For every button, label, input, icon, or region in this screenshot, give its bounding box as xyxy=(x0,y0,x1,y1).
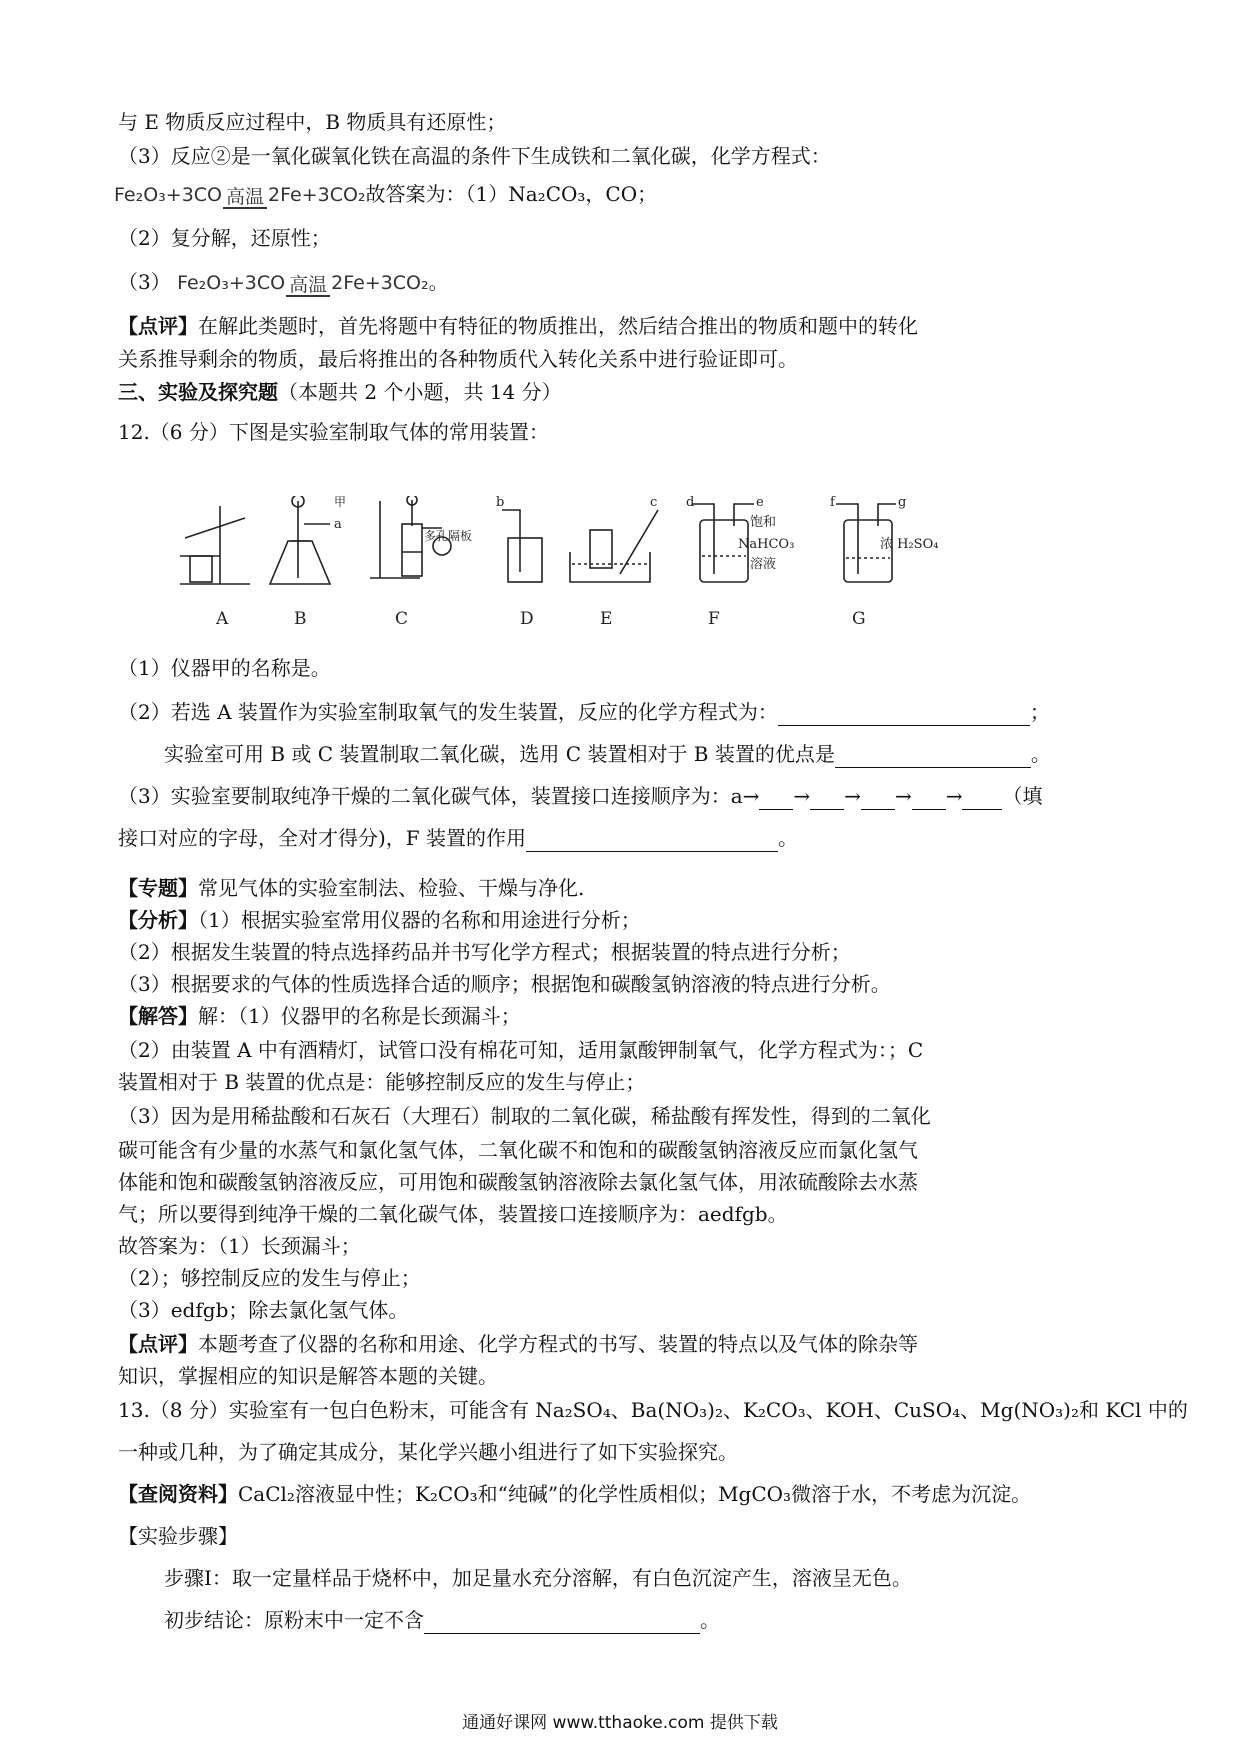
figure-note: 多孔隔板 xyxy=(424,529,473,543)
apparatus-label: B xyxy=(294,609,307,629)
port-label: e xyxy=(756,496,764,510)
apparatus-e xyxy=(570,510,658,582)
text-line: （2）根据发生装置的特点选择药品并书写化学方程式；根据装置的特点进行分析； xyxy=(118,940,851,964)
port-label: b xyxy=(496,496,505,510)
text-line: 步骤Ⅰ：取一定量样品于烧杯中，加足量水充分溶解，有白色沉淀产生，溶液呈无色。 xyxy=(164,1566,912,1590)
port-label: 甲 xyxy=(334,496,347,509)
answer-blank[interactable] xyxy=(778,703,1030,726)
text-line: （3） Fe₂O₃+3CO 高温 2Fe+3CO₂ 。 xyxy=(118,270,449,296)
question-line: 接口对应的字母，全对才得分)，F 装置的作用 。 xyxy=(118,826,799,850)
answer-blank[interactable] xyxy=(759,787,793,810)
text-line: （2）复分解，还原性； xyxy=(118,226,331,250)
question-line: 实验室可用 B 或 C 装置制取二氧化碳，选用 C 装置相对于 B 装置的优点是 。 xyxy=(164,742,1051,766)
text-line: 【实验步骤】 xyxy=(118,1524,238,1548)
question-line: （2）若选 A 装置作为实验室制取氧气的发生装置，反应的化学方程式为： ； xyxy=(118,700,1050,724)
answer-blank[interactable] xyxy=(962,787,1002,810)
text-line: 故答案为：（1）长颈漏斗； xyxy=(118,1234,361,1258)
port-label: f xyxy=(830,496,835,510)
text-line: 【查阅资料】CaCl₂溶液显中性；K₂CO₃和“纯碱”的化学性质相似；MgCO₃微溶于水，不考虑为沉淀。 xyxy=(118,1482,1032,1506)
port-label: a xyxy=(334,517,342,532)
text-line: Fe₂O₃+3CO 高温 2Fe+3CO₂ 故答案为：（1）Na₂CO₃，CO； xyxy=(114,182,658,208)
text-line: 与 E 物质反应过程中，B 物质具有还原性； xyxy=(118,110,507,134)
question-line: （3）实验室要制取纯净干燥的二氧化碳气体，装置接口连接顺序为：a→ → → → → （填 xyxy=(118,784,1043,808)
port-label: g xyxy=(898,496,907,510)
apparatus-label: D xyxy=(520,609,534,629)
text-line: 气；所以要得到纯净干燥的二氧化碳气体，装置接口连接顺序为：aedfgb。 xyxy=(118,1202,788,1226)
text-line: 关系推导剩余的物质，最后将推出的各种物质代入转化关系中进行验证即可。 xyxy=(118,347,798,371)
text-line: （3）根据要求的气体的性质选择合适的顺序；根据饱和碳酸氢钠溶液的特点进行分析。 xyxy=(118,972,891,996)
chemical-equation: Fe₂O₃+3CO 高温 2Fe+3CO₂ xyxy=(177,272,429,296)
apparatus-d xyxy=(502,510,542,582)
answer-blank[interactable] xyxy=(424,1611,700,1634)
apparatus-label: E xyxy=(600,609,613,629)
question-title: 13.（8 分）实验室有一包白色粉末，可能含有 Na₂SO₄、Ba(NO₃)₂、K₂CO₃、KOH、CuSO₄、Mg(NO₃)₂和 KCl 中的 xyxy=(118,1398,1188,1422)
question-line: （1）仪器甲的名称是。 xyxy=(118,656,331,680)
chemical-equation: Fe₂O₃+3CO 高温 2Fe+3CO₂ xyxy=(114,184,366,208)
apparatus-label: G xyxy=(852,609,866,629)
text-line: 知识，掌握相应的知识是解答本题的关键。 xyxy=(118,1364,498,1388)
question-line: 初步结论：原粉末中一定不含 。 xyxy=(164,1608,720,1632)
apparatus-label: A xyxy=(216,609,229,629)
page-footer: 通通好课网 www.tthaoke.com 提供下载 xyxy=(462,1713,778,1733)
text-line: 【解答】解：（1）仪器甲的名称是长颈漏斗； xyxy=(118,1004,521,1028)
port-label: c xyxy=(650,496,658,510)
apparatus-b xyxy=(270,496,330,584)
answer-blank[interactable] xyxy=(861,787,895,810)
text-line: 体能和饱和碳酸氢钠溶液反应，可用饱和碳酸氢钠溶液除去氯化氢气体，用浓硫酸除去水蒸 xyxy=(118,1170,918,1194)
answer-blank[interactable] xyxy=(810,787,844,810)
apparatus-label: F xyxy=(708,609,720,629)
answer-blank[interactable] xyxy=(835,745,1031,768)
text-line: （3）edfgb；除去氯化氢气体。 xyxy=(118,1298,409,1322)
section-heading: 三、实验及探究题（本题共 2 个小题，共 14 分） xyxy=(118,380,562,404)
text-line: 【专题】常见气体的实验室制法、检验、干燥与净化. xyxy=(118,876,585,900)
text-line: （2）由装置 A 中有酒精灯，试管口没有棉花可知，适用氯酸钾制氧气，化学方程式为：；C xyxy=(118,1038,924,1062)
text-line: 【点评】本题考查了仪器的名称和用途、化学方程式的书写、装置的特点以及气体的除杂等 xyxy=(118,1332,918,1356)
text-line: （2）；够控制反应的发生与停止； xyxy=(118,1266,421,1290)
text-line: 装置相对于 B 装置的优点是：能够控制反应的发生与停止； xyxy=(118,1070,646,1094)
figure-note: 溶液 xyxy=(750,557,777,572)
text-line: （3）因为是用稀盐酸和石灰石（大理石）制取的二氧化碳，稀盐酸有挥发性，得到的二氧化 xyxy=(118,1104,931,1128)
apparatus-label: C xyxy=(395,609,409,629)
apparatus-a xyxy=(180,506,250,584)
text-line: 【点评】在解此类题时，首先将题中有特征的物质推出，然后结合推出的物质和题中的转化 xyxy=(118,314,918,338)
question-title: 12.（6 分）下图是实验室制取气体的常用装置： xyxy=(118,420,549,444)
text-line: 碳可能含有少量的水蒸气和氯化氢气体，二氧化碳不和饱和的碳酸氢钠溶液反应而氯化氢气 xyxy=(118,1138,918,1162)
port-label: d xyxy=(686,496,695,510)
figure-note: NaHCO₃ xyxy=(738,537,795,552)
apparatus-figure xyxy=(180,496,1000,636)
text-line: 【分析】（1）根据实验室常用仪器的名称和用途进行分析； xyxy=(118,908,641,932)
figure-note: 浓 H₂SO₄ xyxy=(880,537,939,552)
figure-note: 饱和 xyxy=(750,515,777,530)
text-line: 一种或几种，为了确定其成分，某化学兴趣小组进行了如下实验探究。 xyxy=(118,1440,738,1464)
text-line: （3）反应②是一氧化碳氧化铁在高温的条件下生成铁和二氧化碳，化学方程式： xyxy=(118,144,831,168)
answer-blank[interactable] xyxy=(526,829,778,852)
answer-blank[interactable] xyxy=(912,787,946,810)
